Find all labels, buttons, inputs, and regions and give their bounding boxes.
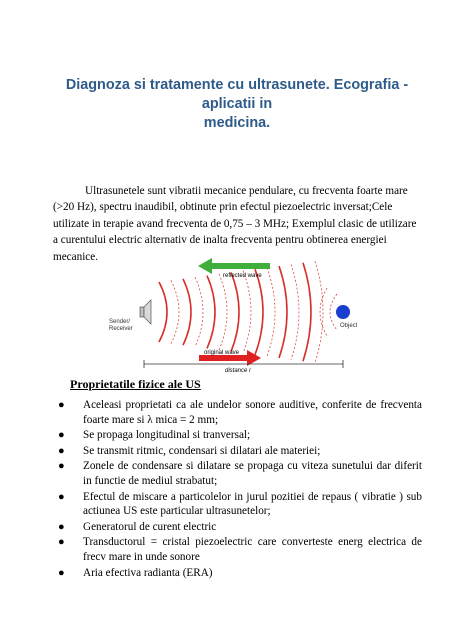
wave-arc [315, 261, 323, 363]
receiver-label: Receiver [109, 326, 133, 332]
bullet-icon: ● [58, 490, 65, 503]
reflected-arrow-head [198, 258, 212, 274]
list-item: ● Efectul de miscare a particolelor in jurul pozitiei de repaus ( vibratie ) sub actiunea US este particular ultrasunetelor; [58, 490, 422, 518]
title-line-3: medicina. [203, 115, 271, 131]
original-wave-label: original wave [204, 350, 240, 356]
section-heading: Proprietatile fizice ale US [70, 377, 201, 391]
reflected-wave-arc [320, 288, 327, 336]
wave-arc [219, 274, 227, 350]
wave-arc [195, 277, 203, 347]
bullet-icon: ● [58, 399, 65, 411]
title-line-1: Diagnoza si tratamente cu ultrasunete. Ecografia - [65, 77, 409, 93]
sender-label: Sender/ [109, 319, 131, 325]
list-item: ● Zonele de condensare si dilatare se propaga cu viteza sunetului dar diferit in functie de mediul strabatut; [58, 460, 422, 487]
title-line-2: aplicatii in [201, 96, 273, 112]
document-title [40, 76, 434, 133]
speaker-icon [140, 300, 151, 324]
reflected-wave-arc [330, 294, 337, 330]
bullet-icon: ● [58, 566, 65, 579]
bullet-icon: ● [58, 536, 65, 549]
list-item: ● Se propaga longitudinal si tranversal; [58, 429, 251, 442]
object-circle [336, 305, 350, 319]
list-item: ● Transductorul = cristal piezoelectric care converteste energ electrica de frecv mare in unde sonore [58, 536, 422, 563]
bullet-icon: ● [58, 444, 65, 457]
wave-arc [207, 276, 215, 349]
list-item: ● Generatorul de curent electric [58, 520, 217, 533]
wave-arc [243, 271, 251, 353]
bullet-icon: ● [58, 520, 65, 533]
reflected-wave-arrow [198, 258, 270, 274]
reflected-arrow-shaft [210, 263, 270, 269]
list-item: ● Aceleasi proprietati ca ale undelor sonore auditive, conferite de frecventa foarte mare si λ mica = 2 mm; [58, 399, 422, 426]
intro-text: Ultrasunetele sunt vibratii mecanice pendulare, cu frecventa foarte mare (>20 Hz), spectru inaudibil, obtinute prin efectul piezoelectric inversat;Cele utilizate in terapie avand frecventa de 0,75 – 3 MHz; Exemplul clasic de utilizare a curentului electric alternativ de inalta frecventa pentru obtinerea energiei mecanice. [53, 185, 417, 263]
wave-arc [183, 279, 191, 345]
ultrasound-wave-figure [107, 256, 371, 372]
distance-label: distance r [225, 368, 252, 372]
wave-arc [267, 268, 275, 357]
list-item: ● Aria efectiva radianta (ERA) [58, 566, 213, 579]
object-label: Object [340, 323, 358, 329]
list-item: ● Se transmit ritmic, condensari si dilatari ale materiei; [58, 444, 321, 457]
wave-arc [231, 272, 239, 351]
bullet-icon: ● [58, 460, 65, 473]
bullet-icon: ● [58, 429, 65, 442]
wave-arc [171, 280, 179, 343]
reflected-wave-label: reflected wave [223, 273, 262, 279]
wave-arc [159, 282, 167, 342]
wave-arc [279, 266, 287, 358]
properties-list [56, 398, 422, 581]
intro-paragraph [53, 183, 424, 265]
wave-arc [291, 264, 299, 359]
wave-arc [303, 263, 311, 361]
wave-arc [255, 269, 263, 355]
